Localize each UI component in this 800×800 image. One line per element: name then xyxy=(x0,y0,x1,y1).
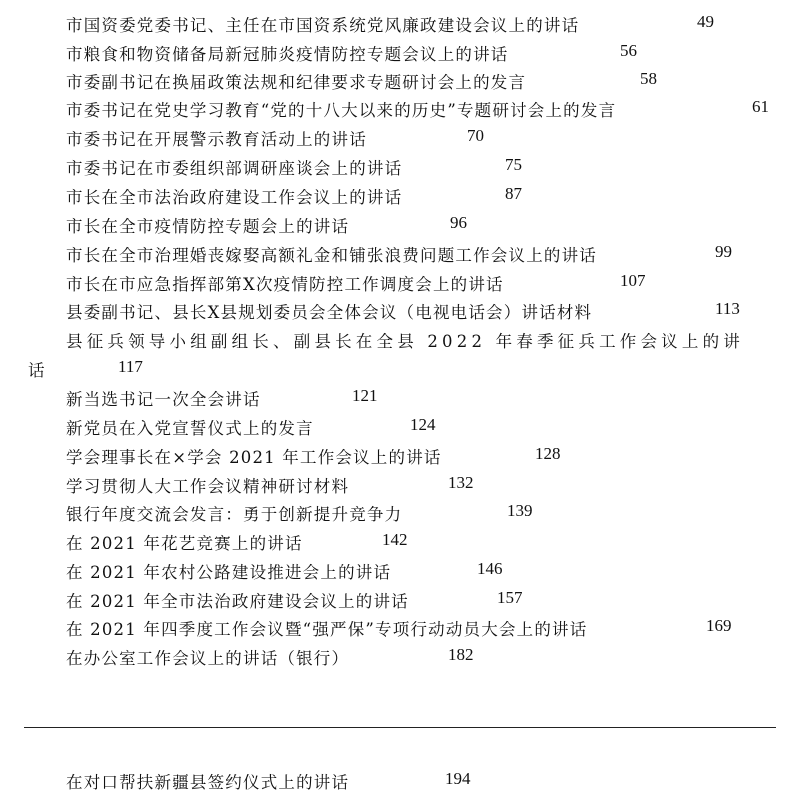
entry-page: 70 xyxy=(467,126,484,145)
entry-title: 学会理事长在×学会 2021 年工作会议上的讲话 xyxy=(66,448,442,467)
entry-title: 县委副书记、县长X县规划委员会全体会议（电视电话会）讲话材料 xyxy=(66,303,593,322)
entry-title: 在办公室工作会议上的讲话（银行） xyxy=(66,649,350,668)
entry-title: 在 2021 年农村公路建设推进会上的讲话 xyxy=(66,563,392,582)
entry-title: 在对口帮扶新疆县签约仪式上的讲话 xyxy=(66,773,350,792)
entry-title: 市长在市应急指挥部第X次疫情防控工作调度会上的讲话 xyxy=(66,275,504,294)
toc-entry[interactable] xyxy=(66,588,409,612)
toc-entry[interactable] xyxy=(66,41,509,65)
entry-title: 在 2021 年花艺竞赛上的讲话 xyxy=(66,534,303,553)
toc-entry[interactable] xyxy=(66,271,504,295)
entry-page: 87 xyxy=(505,184,522,203)
entry-title: 市委书记在市委组织部调研座谈会上的讲话 xyxy=(66,159,403,178)
toc-entry[interactable] xyxy=(66,155,402,179)
entry-title: 市粮食和物资储备局新冠肺炎疫情防控专题会议上的讲话 xyxy=(66,45,509,64)
entry-page: 182 xyxy=(448,645,474,664)
toc-entry[interactable] xyxy=(66,501,402,525)
toc-entry[interactable] xyxy=(66,184,402,208)
entry-title: 在 2021 年全市法治政府建设会议上的讲话 xyxy=(66,592,409,611)
entry-page: 75 xyxy=(505,155,522,174)
entry-title: 市长在全市法治政府建设工作会议上的讲话 xyxy=(66,188,403,207)
entry-title: 市委副书记在换届政策法规和纪律要求专题研讨会上的发言 xyxy=(66,73,527,92)
entry-page: 56 xyxy=(620,41,637,60)
entry-page: 139 xyxy=(507,501,533,520)
entry-page: 121 xyxy=(352,386,378,405)
entry-title: 县征兵领导小组副组长、副县长在全县 2022 年春季征兵工作会议上的讲 xyxy=(66,332,744,351)
entry-page: 58 xyxy=(640,69,657,88)
toc-entry[interactable] xyxy=(66,444,442,468)
entry-page: 169 xyxy=(706,616,732,635)
toc-entry[interactable] xyxy=(66,242,597,266)
entry-title: 学习贯彻人大工作会议精神研讨材料 xyxy=(66,477,350,496)
toc-entry[interactable] xyxy=(66,12,579,36)
entry-title: 市长在全市疫情防控专题会上的讲话 xyxy=(66,217,350,236)
entry-page: 146 xyxy=(477,559,503,578)
toc-entry[interactable] xyxy=(66,769,349,793)
entry-title: 市国资委党委书记、主任在市国资系统党风廉政建设会议上的讲话 xyxy=(66,16,580,35)
entry-title: 在 2021 年四季度工作会议暨“强严保”专项行动动员大会上的讲话 xyxy=(66,620,588,639)
toc-entry[interactable] xyxy=(66,645,349,669)
entry-title: 银行年度交流会发言：勇于创新提升竞争力 xyxy=(66,505,403,524)
entry-title: 新党员在入党宣誓仪式上的发言 xyxy=(66,419,314,438)
entry-page: 194 xyxy=(445,769,471,788)
entry-page: 49 xyxy=(697,12,714,31)
entry-page: 142 xyxy=(382,530,408,549)
entry-title: 市委书记在开展警示教育活动上的讲话 xyxy=(66,130,367,149)
toc-entry[interactable] xyxy=(66,415,314,439)
entry-page: 96 xyxy=(450,213,467,232)
entry-page: 128 xyxy=(535,444,561,463)
entry-page: 132 xyxy=(448,473,474,492)
toc-entry[interactable] xyxy=(66,97,616,121)
entry-page: 107 xyxy=(620,271,646,290)
toc-entry[interactable] xyxy=(66,299,592,323)
toc-entry[interactable] xyxy=(66,328,744,352)
entry-title: 市委书记在党史学习教育“党的十八大以来的历史”专题研讨会上的发言 xyxy=(66,101,617,120)
entry-page: 157 xyxy=(497,588,523,607)
entry-page: 124 xyxy=(410,415,436,434)
toc-entry[interactable] xyxy=(66,69,526,93)
entry-page: 99 xyxy=(715,242,732,261)
toc-entry[interactable] xyxy=(66,559,391,583)
entry-title: 新当选书记一次全会讲话 xyxy=(66,390,261,409)
toc-entry[interactable] xyxy=(66,530,303,554)
entry-title: 市长在全市治理婚丧嫁娶高额礼金和铺张浪费问题工作会议上的讲话 xyxy=(66,246,597,265)
toc-entry[interactable] xyxy=(66,126,367,150)
entry-page: 113 xyxy=(715,299,740,318)
toc-entry[interactable] xyxy=(66,616,587,640)
entry-title-continued: 话 xyxy=(28,361,45,380)
entry-page: 117 xyxy=(118,357,143,376)
page-divider xyxy=(24,727,776,728)
entry-page: 61 xyxy=(752,97,769,116)
toc-entry[interactable] xyxy=(66,386,261,410)
toc-entry[interactable] xyxy=(66,473,349,497)
toc-entry[interactable] xyxy=(66,213,349,237)
